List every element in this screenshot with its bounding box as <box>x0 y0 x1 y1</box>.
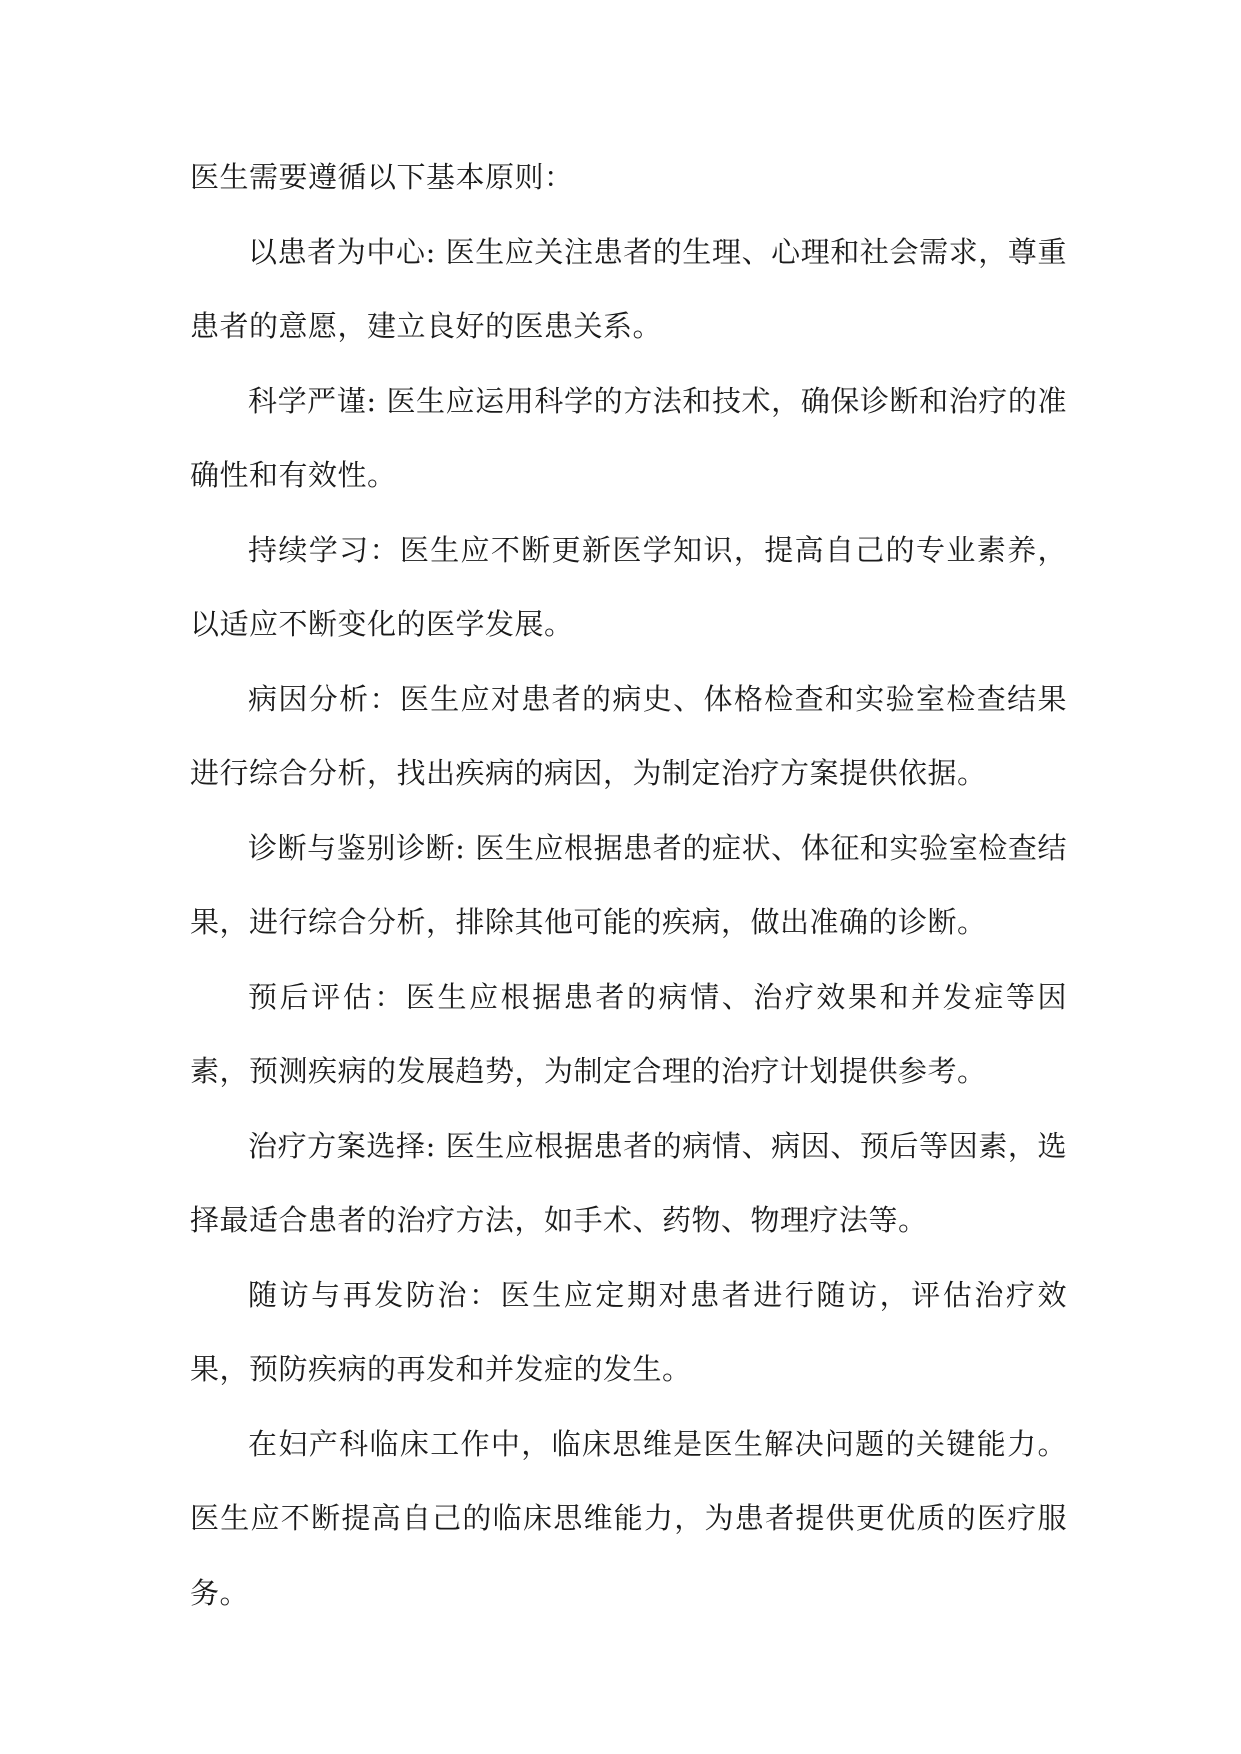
principle-description: ：医生应根据患者的病情、治疗效果和并发症等因素，预测疾病的发展趋势，为制定合理的治疗计划提供参考。 <box>190 979 1067 1088</box>
principle-description: : 医生应根据患者的病情、病因、预后等因素，选择最适合患者的治疗方法，如手术、药物、物理疗法等。 <box>190 1128 1067 1237</box>
principle-description: ：医生应对患者的病史、体格检查和实验室检查结果进行综合分析，找出疾病的病因，为制定治疗方案提供依据。 <box>190 681 1067 790</box>
intro-paragraph: 医生需要遵循以下基本原则： <box>190 160 574 194</box>
principle-description: : 医生应运用科学的方法和技术，确保诊断和治疗的准确性和有效性。 <box>190 383 1067 492</box>
principle-term: 预后评估 <box>248 979 375 1014</box>
principle-prognosis-assessment <box>190 960 1067 1109</box>
principle-description: ：医生应不断更新医学知识，提高自己的专业素养，以适应不断变化的医学发展。 <box>190 532 1067 641</box>
principle-term: 治疗方案选择 <box>248 1128 426 1163</box>
principle-term: 诊断与鉴别诊断 <box>248 830 456 865</box>
principle-treatment-selection <box>190 1109 1067 1258</box>
conclusion-paragraph: 在妇产科临床工作中，临床思维是医生解决问题的关键能力。医生应不断提高自己的临床思维能力，为患者提供更优质的医疗服务。 <box>190 1426 1067 1610</box>
principle-term: 以患者为中心 <box>248 234 426 269</box>
principle-term: 科学严谨 <box>248 383 367 418</box>
principle-continuous-learning <box>190 513 1067 662</box>
principle-patient-centered <box>190 215 1067 364</box>
principle-term: 随访与再发防治 <box>248 1277 470 1312</box>
principle-description: ：医生应定期对患者进行随访，评估治疗效果，预防疾病的再发和并发症的发生。 <box>190 1277 1067 1386</box>
principle-etiology-analysis <box>190 662 1067 811</box>
principle-description: : 医生应根据患者的症状、体征和实验室检查结果，进行综合分析，排除其他可能的疾病，做出准确的诊断。 <box>190 830 1067 939</box>
principle-scientific-rigor <box>190 364 1067 513</box>
principle-follow-up <box>190 1258 1067 1407</box>
principle-term: 持续学习 <box>248 532 370 567</box>
principle-differential-diagnosis <box>190 811 1067 960</box>
principle-description: : 医生应关注患者的生理、心理和社会需求，尊重患者的意愿，建立良好的医患关系。 <box>190 234 1067 343</box>
principle-term: 病因分析 <box>248 681 370 716</box>
